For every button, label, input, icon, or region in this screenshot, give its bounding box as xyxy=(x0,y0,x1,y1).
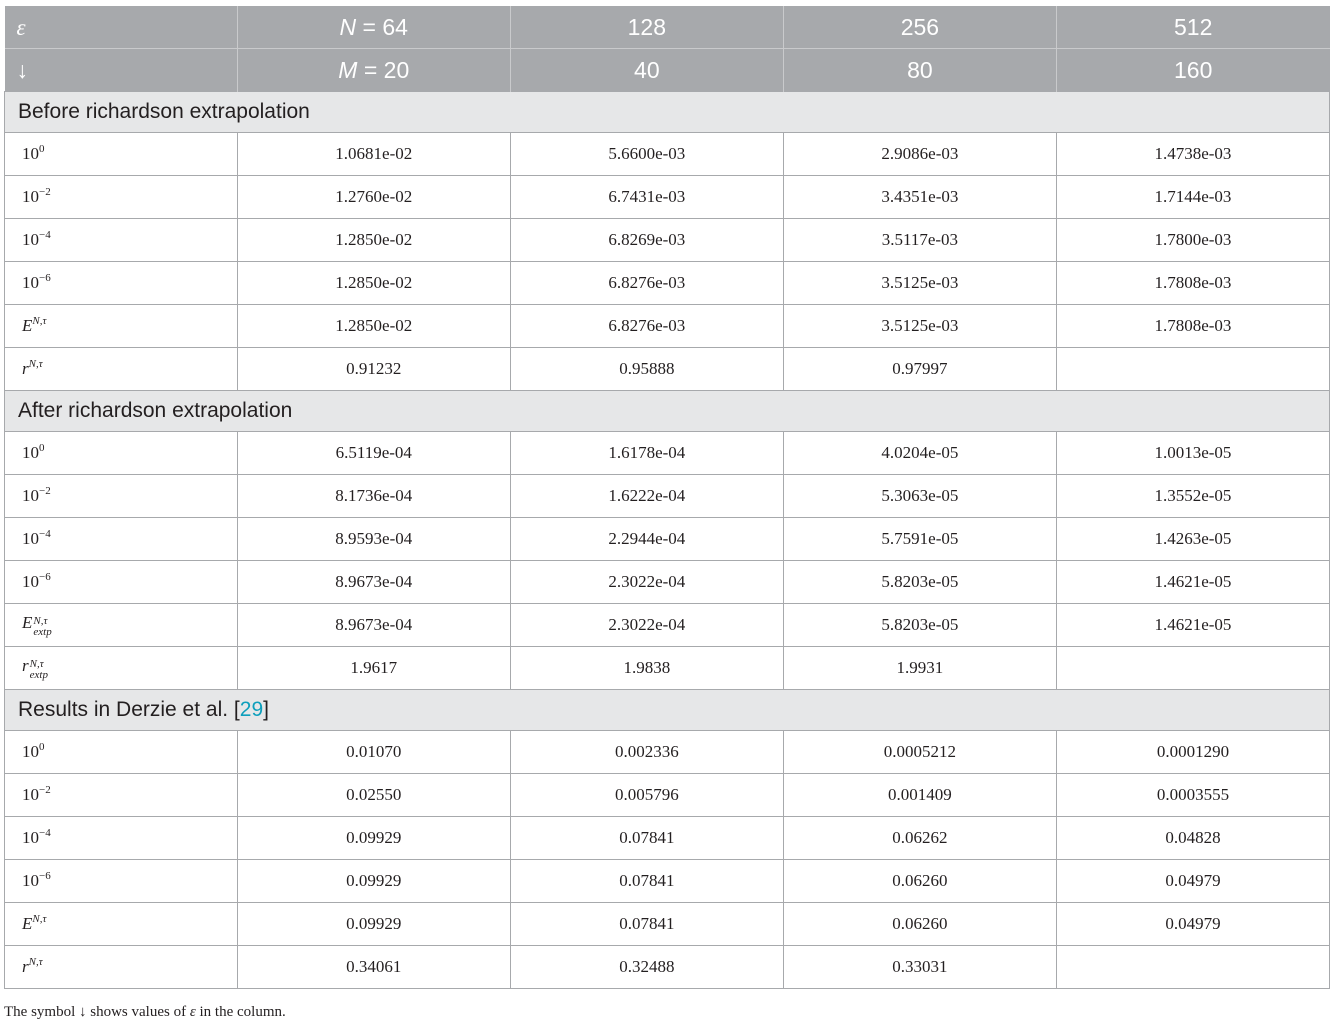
section-title: After richardson extrapolation xyxy=(5,391,1330,432)
table-cell xyxy=(1056,946,1329,989)
table-cell: 8.9593e-04 xyxy=(237,518,510,561)
row-label-eps-1e-6: $10^{-6}$ xyxy=(5,860,238,903)
table-cell: 0.07841 xyxy=(510,817,783,860)
table-cell: 8.9673e-04 xyxy=(237,561,510,604)
table-cell: 5.6600e-03 xyxy=(510,133,783,176)
row-label-eps-1e0: $10^0$ xyxy=(5,731,238,774)
row-label-eps-1e0: $10^0$ xyxy=(5,133,238,176)
table-cell: 3.5117e-03 xyxy=(783,219,1056,262)
table-cell: 1.7800e-03 xyxy=(1056,219,1329,262)
table-cell: 0.04828 xyxy=(1056,817,1329,860)
table-row xyxy=(5,475,1330,518)
table-cell: 1.2850e-02 xyxy=(237,305,510,348)
reference-link[interactable]: 29 xyxy=(239,698,264,721)
section-before xyxy=(5,92,1330,133)
table-cell: 6.8276e-03 xyxy=(510,305,783,348)
table-cell: 1.4621e-05 xyxy=(1056,561,1329,604)
table-cell: 0.001409 xyxy=(783,774,1056,817)
table-cell: 0.07841 xyxy=(510,860,783,903)
row-label-eps-1e-2: $10^{-2}$ xyxy=(5,475,238,518)
table-cell: 1.2760e-02 xyxy=(237,176,510,219)
table-cell: 0.06260 xyxy=(783,860,1056,903)
table-cell: 0.01070 xyxy=(237,731,510,774)
header-arrow: ↓ xyxy=(5,49,238,92)
table-row xyxy=(5,133,1330,176)
header-n-128: 128 xyxy=(510,6,783,49)
row-label-max-error-extp: E N,τ extp xyxy=(5,604,238,647)
table-row xyxy=(5,561,1330,604)
table-cell: 6.8276e-03 xyxy=(510,262,783,305)
table-row xyxy=(5,817,1330,860)
table-cell: 1.2850e-02 xyxy=(237,219,510,262)
table-cell: 2.9086e-03 xyxy=(783,133,1056,176)
table-cell: 0.0003555 xyxy=(1056,774,1329,817)
table-cell: 2.3022e-04 xyxy=(510,561,783,604)
table-row xyxy=(5,432,1330,475)
header-n-256: 256 xyxy=(783,6,1056,49)
table-cell: 6.5119e-04 xyxy=(237,432,510,475)
table-cell: 0.97997 xyxy=(783,348,1056,391)
table-cell: 5.8203e-05 xyxy=(783,561,1056,604)
table-cell: 8.9673e-04 xyxy=(237,604,510,647)
row-label-max-error: $E^{N,\tau}$ xyxy=(5,903,238,946)
table-cell: 0.07841 xyxy=(510,903,783,946)
table-cell: 0.34061 xyxy=(237,946,510,989)
section-title: Results in Derzie et al. [29] xyxy=(5,690,1330,731)
table-cell: 1.9838 xyxy=(510,647,783,690)
table-cell xyxy=(1056,348,1329,391)
table-cell: 2.3022e-04 xyxy=(510,604,783,647)
table-cell: 0.06262 xyxy=(783,817,1056,860)
header-m-80: 80 xyxy=(783,49,1056,92)
table-cell: 2.2944e-04 xyxy=(510,518,783,561)
header-m-20: M = 20 xyxy=(237,49,510,92)
table-cell: 1.6222e-04 xyxy=(510,475,783,518)
table-row xyxy=(5,647,1330,690)
table-cell: 1.4738e-03 xyxy=(1056,133,1329,176)
table-body xyxy=(5,92,1330,989)
table-cell: 0.0001290 xyxy=(1056,731,1329,774)
table-cell: 0.32488 xyxy=(510,946,783,989)
table-cell: 4.0204e-05 xyxy=(783,432,1056,475)
table-cell: 0.005796 xyxy=(510,774,783,817)
table-cell: 0.09929 xyxy=(237,903,510,946)
table-cell: 1.3552e-05 xyxy=(1056,475,1329,518)
table-cell: 0.06260 xyxy=(783,903,1056,946)
table-row xyxy=(5,262,1330,305)
table-cell: 1.7808e-03 xyxy=(1056,262,1329,305)
row-label-eps-1e-2: $10^{-2}$ xyxy=(5,774,238,817)
section-after xyxy=(5,391,1330,432)
header-row-m xyxy=(5,49,1330,92)
table-cell: 0.04979 xyxy=(1056,903,1329,946)
header-n-64: N = 64 xyxy=(237,6,510,49)
table-cell: 1.6178e-04 xyxy=(510,432,783,475)
table-cell: 1.2850e-02 xyxy=(237,262,510,305)
row-label-rate-extp: r N,τ extp xyxy=(5,647,238,690)
table-row xyxy=(5,860,1330,903)
header-m-40: 40 xyxy=(510,49,783,92)
table-row xyxy=(5,774,1330,817)
table-cell: 1.9617 xyxy=(237,647,510,690)
row-label-eps-1e-4: $10^{-4}$ xyxy=(5,817,238,860)
table-cell: 1.0681e-02 xyxy=(237,133,510,176)
header-n-512: 512 xyxy=(1056,6,1329,49)
table-cell: 5.3063e-05 xyxy=(783,475,1056,518)
table-cell xyxy=(1056,647,1329,690)
table-cell: 3.4351e-03 xyxy=(783,176,1056,219)
table-cell: 1.4263e-05 xyxy=(1056,518,1329,561)
table-cell: 3.5125e-03 xyxy=(783,305,1056,348)
header-row-n xyxy=(5,6,1330,49)
table-cell: 6.7431e-03 xyxy=(510,176,783,219)
header-epsilon: ε xyxy=(5,6,238,49)
row-label-eps-1e0: $10^0$ xyxy=(5,432,238,475)
table-row xyxy=(5,176,1330,219)
section-derzie xyxy=(5,690,1330,731)
row-label-eps-1e-4: $10^{-4}$ xyxy=(5,219,238,262)
table-row xyxy=(5,518,1330,561)
results-table xyxy=(4,6,1330,989)
table-cell: 8.1736e-04 xyxy=(237,475,510,518)
table-row xyxy=(5,219,1330,262)
table-cell: 5.7591e-05 xyxy=(783,518,1056,561)
row-label-eps-1e-4: $10^{-4}$ xyxy=(5,518,238,561)
table-cell: 1.4621e-05 xyxy=(1056,604,1329,647)
table-row xyxy=(5,946,1330,989)
row-label-eps-1e-2: $10^{-2}$ xyxy=(5,176,238,219)
table-footnote: The symbol ↓ shows values of ε in the column. xyxy=(4,1004,286,1020)
table-row xyxy=(5,731,1330,774)
table-cell: 0.002336 xyxy=(510,731,783,774)
row-label-eps-1e-6: $10^{-6}$ xyxy=(5,262,238,305)
table-cell: 0.33031 xyxy=(783,946,1056,989)
table-cell: 5.8203e-05 xyxy=(783,604,1056,647)
section-title: Before richardson extrapolation xyxy=(5,92,1330,133)
table-cell: 1.7144e-03 xyxy=(1056,176,1329,219)
row-label-rate: $r^{N,\tau}$ xyxy=(5,348,238,391)
table-cell: 0.02550 xyxy=(237,774,510,817)
table-cell: 1.0013e-05 xyxy=(1056,432,1329,475)
table-cell: 0.04979 xyxy=(1056,860,1329,903)
table-row xyxy=(5,903,1330,946)
table-row xyxy=(5,305,1330,348)
table-cell: 1.7808e-03 xyxy=(1056,305,1329,348)
table-cell: 0.0005212 xyxy=(783,731,1056,774)
table-cell: 3.5125e-03 xyxy=(783,262,1056,305)
table-cell: 0.91232 xyxy=(237,348,510,391)
table-cell: 0.09929 xyxy=(237,860,510,903)
table-row xyxy=(5,604,1330,647)
table-cell: 1.9931 xyxy=(783,647,1056,690)
table-cell: 6.8269e-03 xyxy=(510,219,783,262)
row-label-max-error: $E^{N,\tau}$ xyxy=(5,305,238,348)
table-header xyxy=(5,6,1330,92)
row-label-rate: $r^{N,\tau}$ xyxy=(5,946,238,989)
header-m-160: 160 xyxy=(1056,49,1329,92)
table-row xyxy=(5,348,1330,391)
table-cell: 0.09929 xyxy=(237,817,510,860)
table-cell: 0.95888 xyxy=(510,348,783,391)
row-label-eps-1e-6: $10^{-6}$ xyxy=(5,561,238,604)
